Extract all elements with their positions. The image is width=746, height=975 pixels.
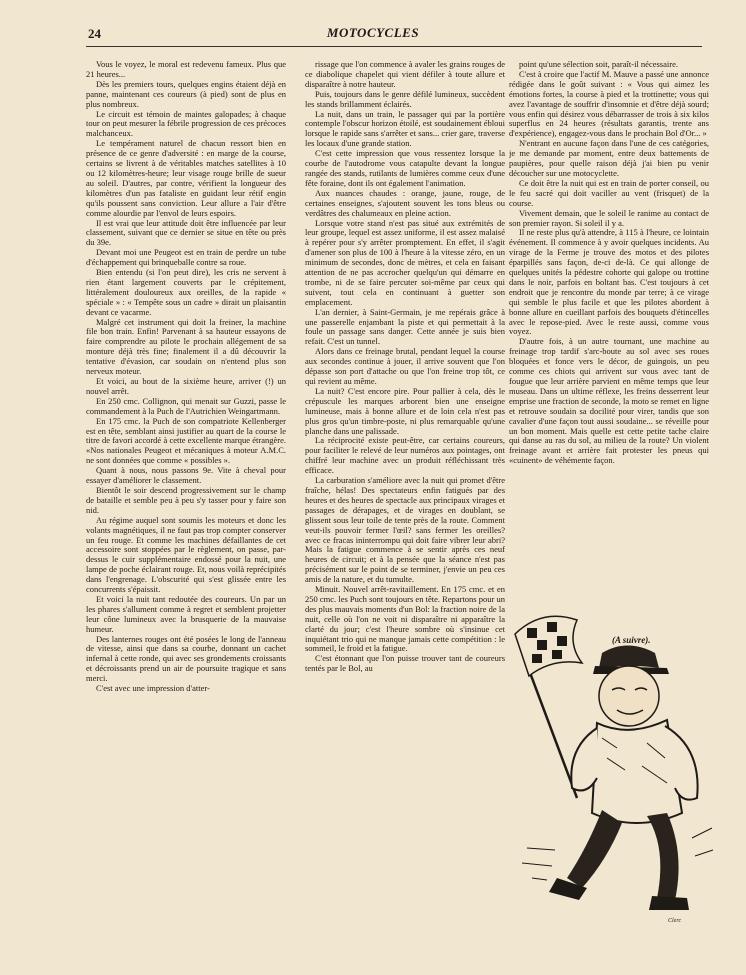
header-rule: [86, 46, 702, 47]
paragraph: Bien entendu (si l'on peut dire), les cris ne servent à rien étant largement couverts par le crépitement, littéralement douloureux aux oreilles, de la rapide « spéciale » : « Tempête sous un cadre » dirait un plaisantin devant ce vacarme.: [86, 267, 286, 317]
running-header: MOTOCYCLES: [326, 25, 420, 40]
paragraph: En 175 cmc. la Puch de son compatriote Kellenberger est en tête, semblant ainsi justifier au quart de la course le titre de favori accordé à cette excellente marque étrangère. «Nos nationales Peugeot et mécaniques à moteur A.M.C. ne sont données que comme « possibles ».: [86, 415, 286, 466]
paragraph: rissage que l'on commence à avaler les grains rouges de ce diabolique chapelet qui vient défiler à toute allure et disparaître à notre hauteur.: [305, 60, 505, 89]
paragraph: Et voici la nuit tant redoutée des coureurs. Un par un les phares s'allument comme à regret et semblent projetter leur cône lumineux avec la brusquerie de la mauvaise humeur.: [86, 593, 286, 634]
text-column-right: [509, 60, 709, 640]
paragraph: Le circuit est témoin de maintes galopades; à chaque tour on peut mesurer la fébrile progression de ces précoces malchanceux.: [86, 108, 286, 139]
paragraph: Ce doit être la nuit qui est en train de porter conseil, ou le feu sacré qui doit vaciller au vent (frisquet) de la course.: [509, 177, 709, 208]
paragraph: C'est cette impression que vous ressentez lorsque la courbe de l'autodrome vous catapulte devant la longue rangée des stands, rutilants de lumières comme ceux d'une fête foraine, dont ils ont également l'animation.: [305, 148, 505, 188]
rider-figure: [522, 646, 713, 911]
paragraph: La nuit, dans un train, le passager qui par la portière contemple l'obscur horizon étoilé, est soudainement ébloui lorsque le rapide sans s'arrêter et sans... crier gare, traverse les locaux d'une grande station.: [305, 108, 505, 149]
paragraph: L'an dernier, à Saint-Germain, je me repérais grâce à une passerelle enjambant la piste et qui permettait à la foule un passage sans danger. Cette année je suis bien refait. C'est un tunnel.: [305, 306, 505, 347]
paragraph: C'est avec une impression d'atter-: [96, 683, 210, 694]
rider-illustration: [507, 598, 717, 933]
paragraph: Il ne reste plus qu'à attendre, à 115 à l'heure, ce lointain événement. Il commence à y avoir quelques incidents. Au virage de la Ferme je trouve des motos et des pilotes éparpillés sans façon, de-ci de-là. Ce qui allonge de quelques unités la pédestre cohorte qui galope ou trottine dans le noir, parfois en boltant bas. C'est toujours à cet endroit que je rencontre du monde par terre; à ce virage qui semble le plus facile et que les pilotes abordent à bonne allure en cueillant parfois des bouquets d'étincelles avec le repose-pied. Avec le reste aussi, comme vous voyez.: [509, 227, 709, 337]
paragraph: Quant à nous, nous passons 9e. Vite à cheval pour essayer d'améliorer le classement.: [86, 465, 286, 486]
paragraph: Puis, toujours dans le genre défilé lumineux, succèdent les stands brillamment éclairés.: [305, 88, 505, 109]
paragraph: La nuit? C'est encore pire. Pour pallier à cela, dès le crépuscule les marques arborent bien une enseigne lumineuse, mais à bonne allure et de loin cela n'est pas plus gros qu'un timbre-poste, ni plus remarquable qu'une planche dans une palissade.: [305, 385, 505, 436]
paragraph: Alors dans ce freinage brutal, pendant lequel la course aux secondes continue à jouer, il arrive souvent que l'on dépasse son port d'attache ou que l'on freine trop tôt, ce qui revient au même.: [305, 346, 505, 386]
paragraph: D'autre fois, à un autre tournant, une machine au freinage trop tardif s'arc-boute au sol avec ses roues bloquées et fonce vers le décor, de guingois, un peu comme ces chiots qui arrivent sur vous avec tant de fougue que leur arrière parvient en même temps que leur museau. Dans un ultime réflexe, les freins desserrent leur emprise une fraction de seconde, la moto se remet en ligne et retrouve soudain sa docilité pour virer, tandis que son cavalier d'une façon tout aussi soudaine... se réveille pour un bon moment. Mais quelle est cette petite tache claire qui danse au ras du sol, au milieu de la route? Un violent freinage avant et arrière fait protester les pneus qui «cuinent» de véhémente façon.: [509, 336, 709, 466]
paragraph: C'est à croire que l'actif M. Mauve a passé une annonce rédigée dans le goût suivant : « Vous qui aimez les émotions fortes, la course à pied et la trottinette; vous qui avez l'avantage de souffrir d'insomnie et d'être déjà sourd; vous enfin qui désirez vous débarrasser de trois à six kilos superflus en 24 heures (résultats garantis, trente ans d'expérience), engagez-vous dans le prochain Bol d'Or... »: [509, 68, 709, 139]
paragraph: Malgré cet instrument qui doit la freiner, la machine file bon train. Enfin! Parvenant à sa hauteur essayons de faire comprendre au pilote le prochain allégement de sa monture déjà très fine; finalement il a dû découvrir la tentative d'évasion, car soudain on n'entend plus son nerveux moteur.: [86, 316, 286, 377]
paragraph: Vous le voyez, le moral est redevenu fameux. Plus que 21 heures...: [86, 60, 286, 79]
paragraph: La réciprocité existe peut-être, car certains coureurs, pour faciliter le relevé de leur numéros aux pointages, ont chiffré leur machine avec un produit réfléchissant très efficace.: [305, 435, 505, 476]
paragraph: point qu'une sélection soit, paraît-il nécessaire.: [519, 60, 678, 69]
paragraph: Le tempérament naturel de chacun ressort bien en présence de ce genre d'adversité : en marge de la course, certains se livrent à de véritables matches satellites à 10 ou 12 kilomètres-heure; leur visage rouge brille de sueur au soleil. D'autres, par contre, vérifient la longueur des kilomètres d'un pas fataliste en guidant leur rétif engin qu'ils poussent sans conviction. Leur allure a l'air d'être comme alourdie par l'envol de leurs espoirs.: [86, 138, 286, 218]
paragraph: Minuit. Nouvel arrêt-ravitaillement. En 175 cmc. et en 250 cmc. les Puch sont toujours en tête. Repartons pour un des plus mauvais moments d'un Bol: la fraction noire de la nuit, celle où l'on ne voit ni disparaître ni apparaître la clarté du jour; c'est l'heure sombre où s'insinue cet inquiétant trio qui ne manque jamais cette compétition : le sommeil, le froid et la fatigue.: [305, 584, 505, 654]
paragraph: La carburation s'améliore avec la nuit qui promet d'être fraîche, hélas! Des spectateurs enfin fatigués par des heures et des heures de spectacle aux principaux virages et passages de dérapages, et de virages en doublant, se glissent sous leur toile de tente près de la route. Comment veut-ils pouvoir fermer l'œil? sans fermer les oreilles? avec ce fracas ininterrompu qui doit faire vibrer leur abri? Mais la fatigue commence à se sentir après ces neuf heures de circuit; et à la pensée que la séance n'est pas précisément sur le point de se terminer, j'envie un peu ces amis de la nature, et du tumulte.: [305, 475, 505, 585]
paragraph: Des lanternes rouges ont été posées le long de l'anneau de vitesse, ainsi que dans sa courbe, donnant un cachet infernal à cette ronde, qui avec ses grondements croissants et décroissants prend un air de poursuite tragique et sans merci.: [86, 633, 286, 684]
paragraph: Dès les premiers tours, quelques engins étaient déjà en panne, maintenant ces coureurs (à pied) sont de plus en plus nombreux.: [86, 78, 286, 109]
paragraph: Et voici, au bout de la sixième heure, arriver (!) un nouvel arrêt.: [86, 376, 286, 396]
paragraph: C'est étonnant que l'on puisse trouver tant de coureurs tentés par le Bol, au: [305, 653, 505, 674]
continuation-note: (A suivre).: [612, 635, 651, 645]
text-column-left: [86, 60, 286, 940]
paragraph: Au régime auquel sont soumis les moteurs et donc les volants magnétiques, il ne faut pas trop compter conserver un feu rouge. Et comme les machines défaillantes de cet accessoire sont stoppées par le règlement, on passe, par-dessus le cuir supplémentaire endossé pour la nuit, une lampe de poche éclairant rouge. Et, nous voilà reprécipités dans l'engrenage. L'obscurité qui s'est glissée entre les concurrents s'épaissit.: [86, 514, 286, 595]
artist-signature: Clerc: [668, 918, 682, 924]
paragraph: N'entrant en aucune façon dans l'une de ces catégories, je me demande par moment, entre deux battements de paupières, pour quelle raison déjà j'ai bien pu venir découcher sur une motocyclette.: [509, 138, 709, 178]
paragraph: Il est vrai que leur attitude doit être influencée par leur classement, suivant que ce dernier se situe en tête ou près du 39e.: [86, 217, 286, 248]
paragraph: Bientôt le soir descend progressivement sur le champ de bataille et semble peu à peu s'y tasser pour y faire son nid.: [86, 484, 286, 515]
text-column-middle: [305, 60, 505, 940]
paragraph: Lorsque votre stand n'est pas situé aux extrémités de leur groupe, lequel est assez uniforme, il est assez malaisé à repérer pour s'y arrêter promptement. En effet, il s'agit d'amener son plus de 100 à l'heure à la vitesse zéro, en un minimum de secondes, donc de mètres, et cela en faisant attention de ne pas accrocher quelqu'un qui démarre en trombe, ni de se faire percuter soi-même par ceux qui suivent, tout cela en continuant à guetter son emplacement.: [305, 217, 505, 307]
page-number: 24: [88, 26, 101, 41]
paragraph: En 250 cmc. Collignon, qui menait sur Guzzi, passe le commandement à la Puch de l'Autrichien Weingartmann.: [86, 395, 286, 416]
paragraph: Aux nuances chaudes : orange, jaune, rouge, de certaines enseignes, s'ajoutent souvent les tons bleus ou verdâtres des chalumeaux en pleine action.: [305, 187, 505, 218]
paragraph: Vivement demain, que le soleil le ranime au contact de son premier rayon. Si soleil il y a.: [509, 207, 709, 228]
paragraph: Devant moi une Peugeot est en train de perdre un tube d'échappement qui brinqueballe contre sa roue.: [86, 247, 286, 268]
